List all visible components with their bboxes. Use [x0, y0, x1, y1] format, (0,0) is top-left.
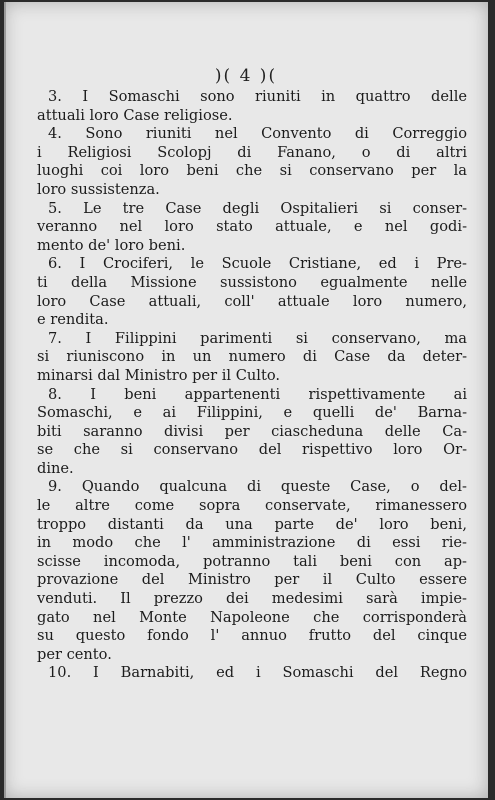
text-line: biti saranno divisi per ciascheduna delle Ca-	[37, 422, 467, 440]
text-line: per cento.	[37, 645, 112, 663]
text-line: provazione del Ministro per il Culto essere	[37, 571, 467, 589]
text-line: i Religiosi Scolopj di Fanano, o di altri	[37, 143, 467, 161]
text-line: veranno nel loro stato attuale, e nel godi-	[37, 218, 467, 236]
text-line: 9. Quando qualcuna di queste Case, o del-	[48, 478, 467, 496]
text-line: 8. I beni appartenenti rispettivamente ai	[48, 385, 467, 403]
text-line: mento de' loro beni.	[37, 236, 186, 254]
text-line: le altre come sopra conservate, rimanessero	[37, 497, 467, 515]
text-line: si riuniscono in un numero di Case da deter-	[37, 348, 467, 366]
text-line: 5. Le tre Case degli Ospitalieri si conser-	[48, 199, 467, 217]
text-line: Somaschi, e ai Filippini, e quelli de' Barna-	[37, 404, 467, 422]
text-line: loro sussistenza.	[37, 180, 160, 198]
text-line: troppo distanti da una parte de' loro beni,	[37, 515, 467, 533]
text-line: in modo che l' amministrazione di essi rie-	[37, 534, 467, 552]
text-line: venduti. Il prezzo dei medesimi sarà impie-	[37, 590, 467, 608]
text-line: 3. I Somaschi sono riuniti in quattro delle	[48, 88, 467, 105]
text-line: gato nel Monte Napoleone che corrisponderà	[37, 608, 467, 626]
text-line: e rendita.	[37, 311, 109, 329]
text-line: 4. Sono riuniti nel Convento di Correggio	[48, 125, 467, 143]
page-number: )( 4 )(	[214, 66, 278, 86]
text-line: attuali loro Case religiose.	[37, 106, 233, 124]
text-line: dine.	[37, 459, 74, 477]
text-line: su questo fondo l' annuo frutto del cinque	[37, 627, 467, 645]
book-page	[4, 2, 488, 798]
text-line: se che si conservano del rispettivo loro Or-	[37, 441, 467, 459]
text-line: loro Case attuali, coll' attuale loro numero,	[37, 292, 467, 310]
text-line: minarsi dal Ministro per il Culto.	[37, 366, 280, 384]
page-body	[37, 88, 467, 683]
text-line: 7. I Filippini parimenti si conservano, ma	[48, 329, 467, 347]
text-line: 10. I Barnabiti, ed i Somaschi del Regno	[48, 664, 467, 682]
text-line: ti della Missione sussistono egualmente nelle	[37, 273, 467, 291]
text-line: luoghi coi loro beni che si conservano per la	[37, 162, 467, 180]
text-line: 6. I Crociferi, le Scuole Cristiane, ed i Pre-	[48, 255, 467, 273]
page-gutter	[4, 2, 6, 798]
text-line: scisse incomoda, potranno tali beni con ap-	[37, 552, 467, 570]
